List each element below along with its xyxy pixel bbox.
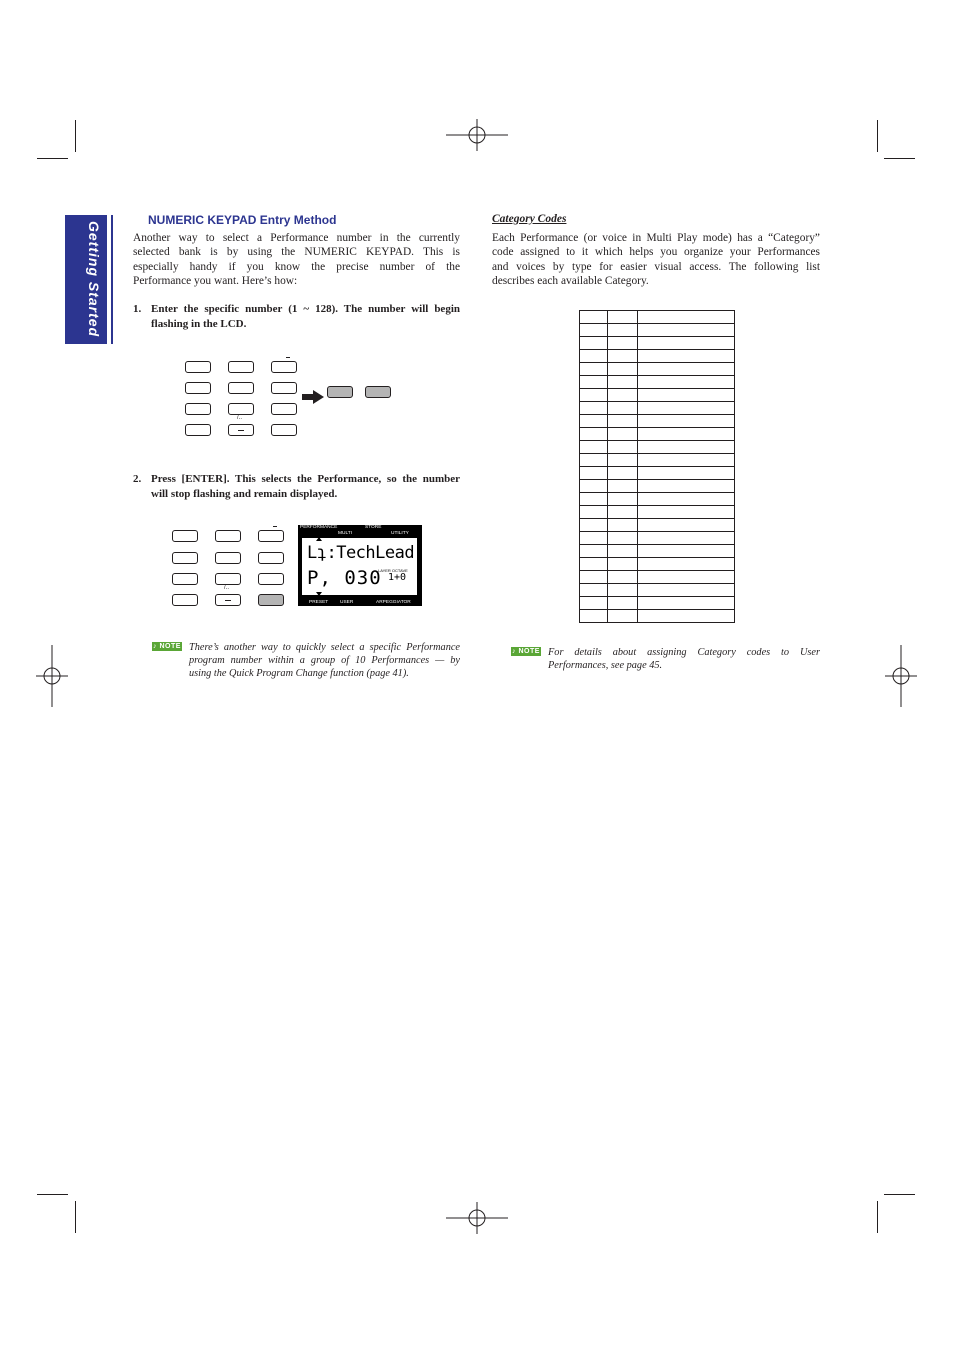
- table-cell: [638, 531, 735, 544]
- keypad-key[interactable]: [172, 552, 198, 564]
- table-cell: [638, 518, 735, 531]
- table-cell: [580, 414, 608, 427]
- table-cell: [608, 427, 638, 440]
- text-line: especially handy if you know the precise number of the: [133, 260, 460, 273]
- table-cell: [608, 609, 638, 622]
- section-heading: NUMERIC KEYPAD Entry Method: [148, 213, 337, 227]
- table-cell: [638, 440, 735, 453]
- keypad-key[interactable]: [228, 361, 254, 373]
- table-cell: [608, 388, 638, 401]
- table-row: [580, 518, 735, 531]
- table-cell: [580, 427, 608, 440]
- table-cell: [638, 323, 735, 336]
- text-line: using the Quick Program Change function (page 41).: [189, 668, 409, 679]
- key-mark: /..: [237, 415, 243, 421]
- crop-mark: [884, 1194, 915, 1195]
- crop-mark: [75, 120, 76, 152]
- keypad-key[interactable]: [172, 530, 198, 542]
- text-line: flashing in the LCD.: [151, 317, 247, 330]
- crop-mark: [884, 158, 915, 159]
- keypad-key[interactable]: [185, 424, 211, 436]
- triangle-down-icon: [316, 592, 322, 596]
- step-number: 2.: [133, 473, 142, 485]
- note-text: [548, 646, 820, 672]
- table-row: [580, 479, 735, 492]
- text-line: selected bank is by using the NUMERIC KEYPAD. This is: [133, 246, 460, 259]
- crop-mark: [877, 120, 878, 152]
- keypad-key[interactable]: [185, 382, 211, 394]
- table-cell: [638, 375, 735, 388]
- table-cell: [608, 336, 638, 349]
- table-row: [580, 349, 735, 362]
- table-cell: [580, 518, 608, 531]
- table-cell: [580, 570, 608, 583]
- table-cell: [580, 544, 608, 557]
- table-cell: [608, 531, 638, 544]
- table-cell: [638, 583, 735, 596]
- keypad-key[interactable]: [271, 424, 297, 436]
- digit-button[interactable]: [327, 386, 353, 398]
- crop-mark: [37, 158, 68, 159]
- table-cell: [580, 505, 608, 518]
- lcd-label-performance: PERFORMANCE: [300, 525, 338, 530]
- keypad-key[interactable]: [215, 594, 241, 606]
- registration-mark-bottom: [446, 1202, 508, 1234]
- table-cell: [580, 583, 608, 596]
- text-line: and voices by type for easier visual access. The following list: [492, 260, 820, 273]
- table-row: [580, 388, 735, 401]
- table-cell: [580, 492, 608, 505]
- table-row: [580, 557, 735, 570]
- category-table: [579, 310, 735, 623]
- table-cell: [608, 401, 638, 414]
- table-cell: [608, 557, 638, 570]
- table-row: [580, 375, 735, 388]
- table-cell: [580, 311, 608, 324]
- table-row: [580, 596, 735, 609]
- lcd-screen: [302, 538, 417, 595]
- table-cell: [580, 440, 608, 453]
- table-cell: [580, 375, 608, 388]
- step-2: [133, 472, 460, 502]
- table-cell: [580, 479, 608, 492]
- text-line: Each Performance (or voice in Multi Play mode) has a “Category”: [492, 232, 820, 244]
- lcd-display: [298, 525, 422, 606]
- category-intro: [492, 231, 820, 289]
- lcd-label-user: USER: [340, 600, 354, 605]
- keypad-key[interactable]: [258, 573, 284, 585]
- keypad-key[interactable]: [215, 573, 241, 585]
- dash-mark: [273, 526, 277, 527]
- lcd-line-1: Lʇ:TechLead: [307, 543, 415, 563]
- text-line: For details about assigning Category codes to User: [548, 647, 820, 658]
- registration-mark-top: [446, 119, 508, 151]
- table-cell: [608, 596, 638, 609]
- section-tab-label: Getting Started: [86, 221, 102, 338]
- keypad-key[interactable]: [185, 403, 211, 415]
- table-cell: [638, 427, 735, 440]
- keypad-key[interactable]: [228, 382, 254, 394]
- note-badge: ♪ NOTE: [153, 643, 181, 650]
- table-cell: [638, 596, 735, 609]
- table-cell: [580, 349, 608, 362]
- table-cell: [608, 440, 638, 453]
- registration-mark-left: [36, 645, 68, 707]
- keypad-key[interactable]: [172, 594, 198, 606]
- table-cell: [608, 518, 638, 531]
- table-cell: [638, 609, 735, 622]
- table-row: [580, 414, 735, 427]
- registration-mark-right: [885, 645, 917, 707]
- arrow-right-icon: [302, 390, 324, 404]
- lcd-label-preset: PRESET: [309, 600, 329, 605]
- dash-mark: [286, 357, 290, 358]
- table-cell: [638, 479, 735, 492]
- table-cell: [580, 453, 608, 466]
- step-number: 1.: [133, 303, 142, 315]
- text-line: Performance you want. Here’s how:: [133, 275, 298, 288]
- table-cell: [580, 362, 608, 375]
- table-cell: [608, 453, 638, 466]
- lcd-label-multi: MULTI: [338, 531, 353, 536]
- table-cell: [580, 596, 608, 609]
- lcd-octave-value: 1+0: [388, 572, 407, 583]
- table-cell: [638, 311, 735, 324]
- table-row: [580, 570, 735, 583]
- table-row: [580, 609, 735, 622]
- table-row: [580, 401, 735, 414]
- table-cell: [638, 557, 735, 570]
- keypad-key[interactable]: [172, 573, 198, 585]
- text-line: code assigned to it which helps you organize your Performances: [492, 246, 820, 259]
- table-cell: [638, 349, 735, 362]
- table-cell: [608, 375, 638, 388]
- section-tab-panel: [65, 215, 111, 344]
- lcd-layer-octave-label: LAYER OCTAVE: [378, 568, 408, 573]
- lcd-label-arpeggiator: ARPEGGIATOR: [376, 600, 411, 605]
- table-row: [580, 336, 735, 349]
- section-tab: [65, 215, 113, 344]
- triangle-up-icon: [316, 537, 322, 541]
- keypad-key[interactable]: [271, 403, 297, 415]
- table-row: [580, 453, 735, 466]
- text-line: There’s another way to quickly select a specific Performance: [189, 642, 460, 653]
- keypad-key[interactable]: [271, 382, 297, 394]
- table-row: [580, 466, 735, 479]
- keypad-key[interactable]: [215, 552, 241, 564]
- table-cell: [638, 401, 735, 414]
- category-codes-title: Category Codes: [492, 213, 567, 225]
- table-cell: [608, 323, 638, 336]
- table-row: [580, 440, 735, 453]
- table-cell: [608, 570, 638, 583]
- table-cell: [608, 311, 638, 324]
- keypad-key[interactable]: [228, 424, 254, 436]
- table-row: [580, 492, 735, 505]
- table-cell: [580, 557, 608, 570]
- table-cell: [638, 492, 735, 505]
- table-cell: [608, 362, 638, 375]
- table-cell: [638, 414, 735, 427]
- table-cell: [580, 401, 608, 414]
- table-cell: [608, 349, 638, 362]
- minus-icon: [225, 600, 231, 601]
- table-cell: [580, 466, 608, 479]
- step-text: [151, 472, 460, 501]
- table-cell: [638, 505, 735, 518]
- minus-icon: [238, 430, 244, 431]
- table-row: [580, 362, 735, 375]
- keypad-key[interactable]: [185, 361, 211, 373]
- note-badge: ♪ NOTE: [512, 648, 540, 655]
- text-line: Enter the specific number (1 ~ 128). The number will begin: [151, 303, 460, 315]
- text-line: program number within a group of 10 Performances — by: [189, 655, 460, 666]
- table-cell: [608, 544, 638, 557]
- table-row: [580, 427, 735, 440]
- intro-paragraph: [133, 231, 460, 289]
- crop-mark: [37, 1194, 68, 1195]
- table-cell: [638, 453, 735, 466]
- table-header-row: [580, 311, 735, 324]
- key-mark: /..: [224, 585, 230, 591]
- enter-button[interactable]: [258, 594, 284, 606]
- table-cell: [608, 583, 638, 596]
- digit-button[interactable]: [365, 386, 391, 398]
- text-line: Performances, see page 45.: [548, 660, 663, 671]
- lcd-label-store: STORE: [365, 525, 382, 530]
- table-cell: [608, 466, 638, 479]
- keypad-key[interactable]: [258, 530, 284, 542]
- table-cell: [580, 609, 608, 622]
- table-cell: [580, 323, 608, 336]
- table-cell: [608, 414, 638, 427]
- table-cell: [580, 336, 608, 349]
- step-text: [151, 302, 460, 331]
- table-row: [580, 544, 735, 557]
- table-cell: [638, 570, 735, 583]
- table-row: [580, 323, 735, 336]
- lcd-label-utility: UTILITY: [391, 531, 409, 536]
- table-cell: [638, 336, 735, 349]
- keypad-key[interactable]: [215, 530, 241, 542]
- step-1: [133, 302, 460, 332]
- table-cell: [638, 362, 735, 375]
- table-row: [580, 531, 735, 544]
- text-line: describes each available Category.: [492, 275, 649, 288]
- text-line: will stop flashing and remain displayed.: [151, 487, 338, 500]
- text-line: Press [ENTER]. This selects the Performance, so the number: [151, 473, 460, 485]
- text-line: Another way to select a Performance number in the currently: [133, 232, 460, 244]
- table-cell: [608, 479, 638, 492]
- table-cell: [638, 466, 735, 479]
- table-cell: [608, 492, 638, 505]
- note-text: [189, 641, 460, 680]
- table-cell: [608, 505, 638, 518]
- table-row: [580, 505, 735, 518]
- crop-mark: [75, 1201, 76, 1233]
- lcd-line-2: P, 030: [307, 567, 382, 589]
- table-cell: [638, 388, 735, 401]
- table-cell: [638, 544, 735, 557]
- keypad-key[interactable]: [271, 361, 297, 373]
- keypad-key[interactable]: [228, 403, 254, 415]
- table-cell: [580, 388, 608, 401]
- table-cell: [580, 531, 608, 544]
- keypad-key[interactable]: [258, 552, 284, 564]
- table-row: [580, 583, 735, 596]
- crop-mark: [877, 1201, 878, 1233]
